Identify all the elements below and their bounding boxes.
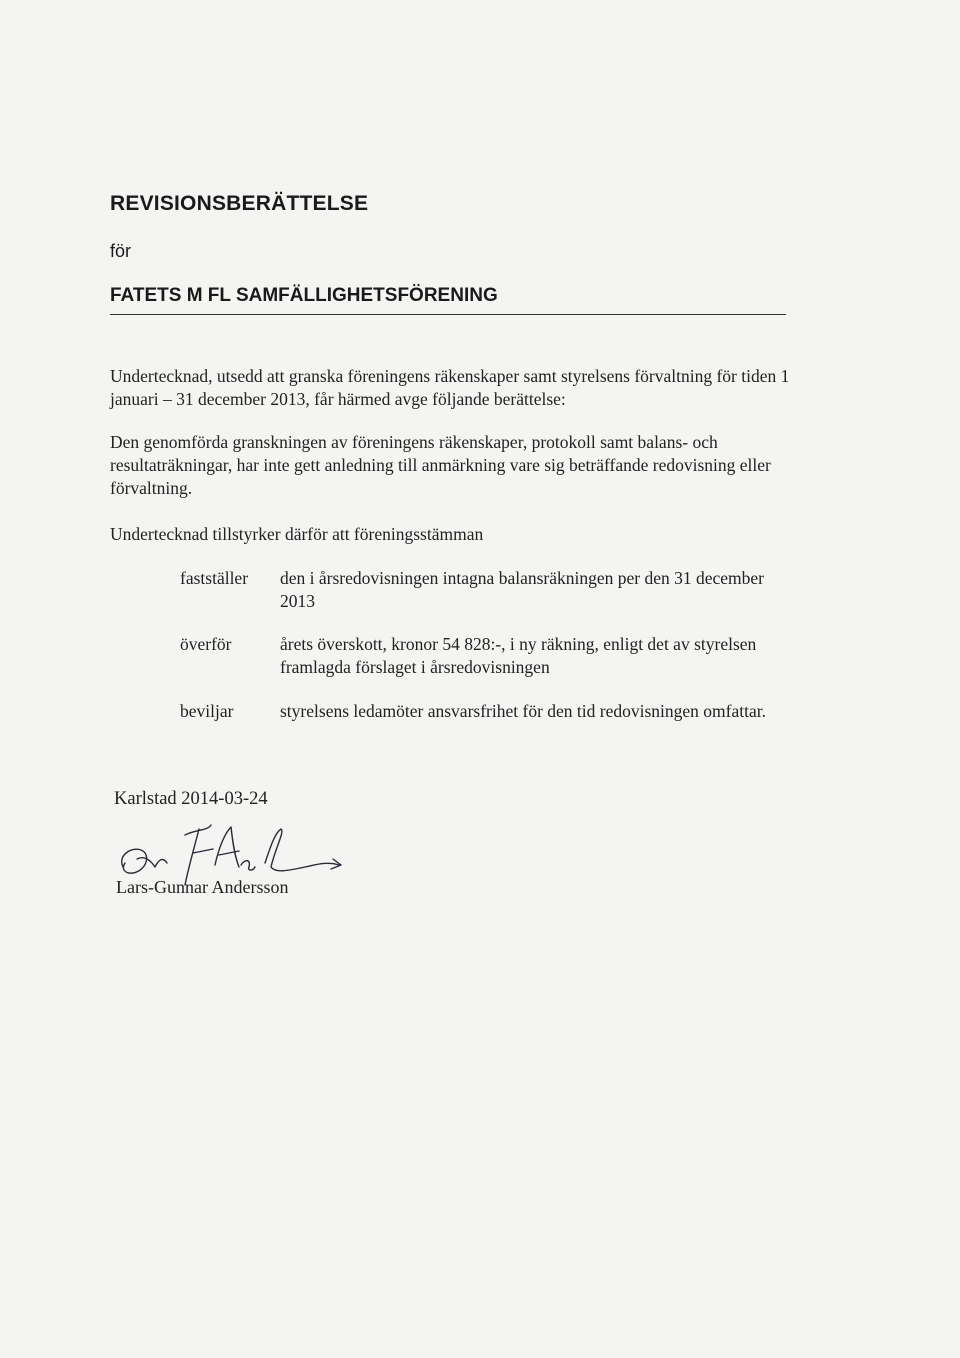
organization-name: FATETS M FL SAMFÄLLIGHETSFÖRENING: [110, 285, 498, 306]
resolution-text: styrelsens ledamöter ansvarsfrihet för den tid redovisningen omfattar.: [280, 701, 766, 721]
document-title: REVISIONSBERÄTTELSE: [110, 192, 369, 215]
for-label: för: [110, 241, 132, 261]
resolution-text: årets överskott, kronor 54 828:-, i ny räkning, enligt det av styrelsen framlagda förslaget i årsredovisningen: [280, 634, 757, 677]
resolution-label: beviljar: [180, 701, 234, 721]
title-divider: [110, 314, 786, 315]
recommendation-paragraph: Undertecknad tillstyrker därför att föreningsstämman: [110, 524, 484, 544]
resolution-label: fastställer: [180, 568, 249, 588]
findings-paragraph: Den genomförda granskningen av föreningens räkenskaper, protokoll samt balans- och resultaträkningar, har inte gett anledning till anmärkning vare sig beträffande redovisning eller förvaltning.: [110, 432, 771, 498]
place-date: Karlstad 2014-03-24: [114, 789, 268, 809]
intro-paragraph: Undertecknad, utsedd att granska föreningens räkenskaper samt styrelsens förvaltning för tiden 1 januari – 31 december 2013, får härmed avge följande berättelse:: [110, 366, 790, 409]
resolution-text: den i årsredovisningen intagna balansräkningen per den 31 december 2013: [280, 568, 764, 611]
resolution-label: överför: [180, 634, 232, 654]
signer-name: Lars-Gunnar Andersson: [116, 877, 289, 897]
